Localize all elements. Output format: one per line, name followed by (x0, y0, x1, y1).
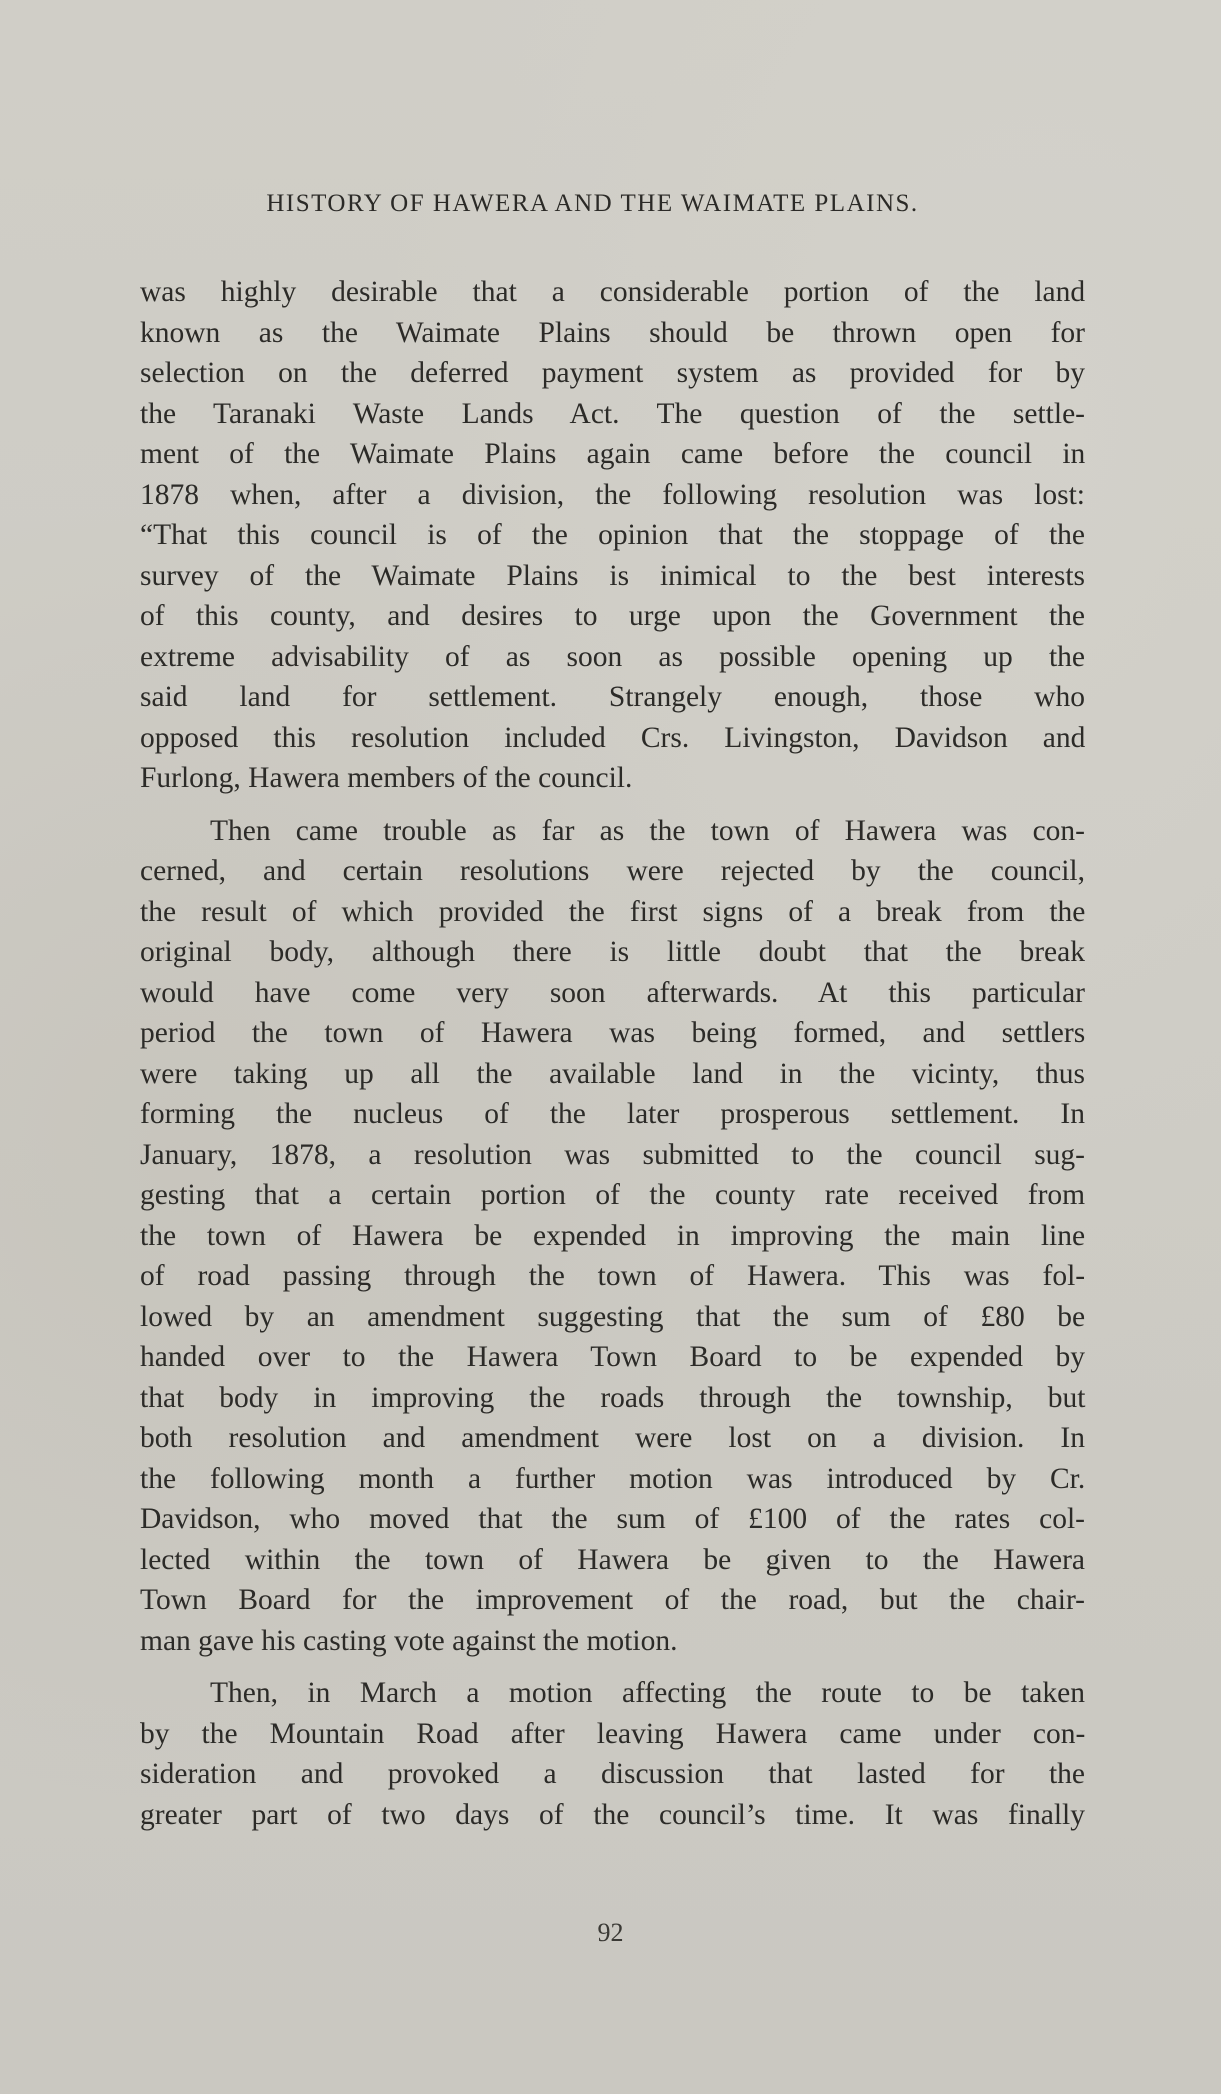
text-line: the town of Hawera be expended in improving the main line (140, 1219, 1086, 1252)
text-line: forming the nucleus of the later prosperous settlement. In (140, 1098, 1085, 1130)
text-line: “That this council is of the opinion that the stoppage of the (140, 519, 1085, 551)
text-line: ment of the Waimate Plains again came before the council in (140, 438, 1086, 470)
text-line: was highly desirable that a considerable portion of the land (140, 276, 1086, 308)
text-line: would have come very soon afterwards. At this particular (140, 976, 1085, 1009)
text-line: the Taranaki Waste Lands Act. The question of the settle- (140, 397, 1085, 430)
text-line: original body, although there is little doubt that the break (140, 936, 1085, 968)
paragraph (140, 1673, 1085, 1835)
text-line: 1878 when, after a division, the following resolution was lost: (140, 478, 1085, 511)
running-head: HISTORY OF HAWERA AND THE WAIMATE PLAINS. (266, 190, 919, 217)
text-line: of road passing through the town of Hawera. This was fol- (140, 1260, 1086, 1292)
text-line: by the Mountain Road after leaving Hawera came under con- (140, 1717, 1086, 1750)
text-line: period the town of Hawera was being formed, and settlers (140, 1017, 1086, 1049)
text-line: lowed by an amendment suggesting that the sum of £80 be (140, 1300, 1086, 1333)
page-number: 92 (597, 1918, 624, 1947)
text-line: opposed this resolution included Crs. Livingston, Davidson and (140, 721, 1086, 754)
text-line: known as the Waimate Plains should be thrown open for (140, 316, 1085, 349)
text-line: Then, in March a motion affecting the route to be taken (210, 1677, 1085, 1709)
text-line: greater part of two days of the council’s time. It was finally (140, 1798, 1085, 1831)
text-line: that body in improving the roads through the township, but (140, 1381, 1086, 1414)
text-line: man gave his casting vote against the motion. (140, 1624, 678, 1657)
text-line: handed over to the Hawera Town Board to be expended by (140, 1341, 1085, 1373)
text-line: survey of the Waimate Plains is inimical to the best interests (140, 559, 1085, 592)
text-line: January, 1878, a resolution was submitted to the council sug- (140, 1138, 1085, 1171)
text-line: cerned, and certain resolutions were rejected by the council, (140, 855, 1085, 887)
text-line: the following month a further motion was introduced by Cr. (140, 1462, 1086, 1495)
paragraph (140, 811, 1085, 1662)
text-line: Then came trouble as far as the town of Hawera was con- (210, 814, 1085, 847)
text-line: extreme advisability of as soon as possible opening up the (140, 640, 1085, 673)
text-line: lected within the town of Hawera be given to the Hawera (140, 1543, 1085, 1576)
text-line: said land for settlement. Strangely enough, those who (140, 681, 1085, 713)
text-line: selection on the deferred payment system as provided for by (140, 357, 1085, 389)
text-line: of this county, and desires to urge upon the Government the (140, 600, 1085, 632)
text-line: gesting that a certain portion of the county rate received from (140, 1179, 1086, 1211)
text-line: the result of which provided the first signs of a break from the (140, 895, 1086, 928)
paragraph (140, 272, 1085, 799)
body-text (140, 272, 1085, 1835)
text-line: sideration and provoked a discussion that lasted for the (140, 1758, 1085, 1790)
text-line: Davidson, who moved that the sum of £100 of the rates col- (140, 1503, 1085, 1535)
text-line: Town Board for the improvement of the road, but the chair- (140, 1584, 1085, 1616)
text-line: both resolution and amendment were lost on a division. In (140, 1422, 1085, 1454)
text-line: were taking up all the available land in the vicinty, thus (140, 1057, 1085, 1090)
text-line: Furlong, Hawera members of the council. (140, 762, 633, 794)
